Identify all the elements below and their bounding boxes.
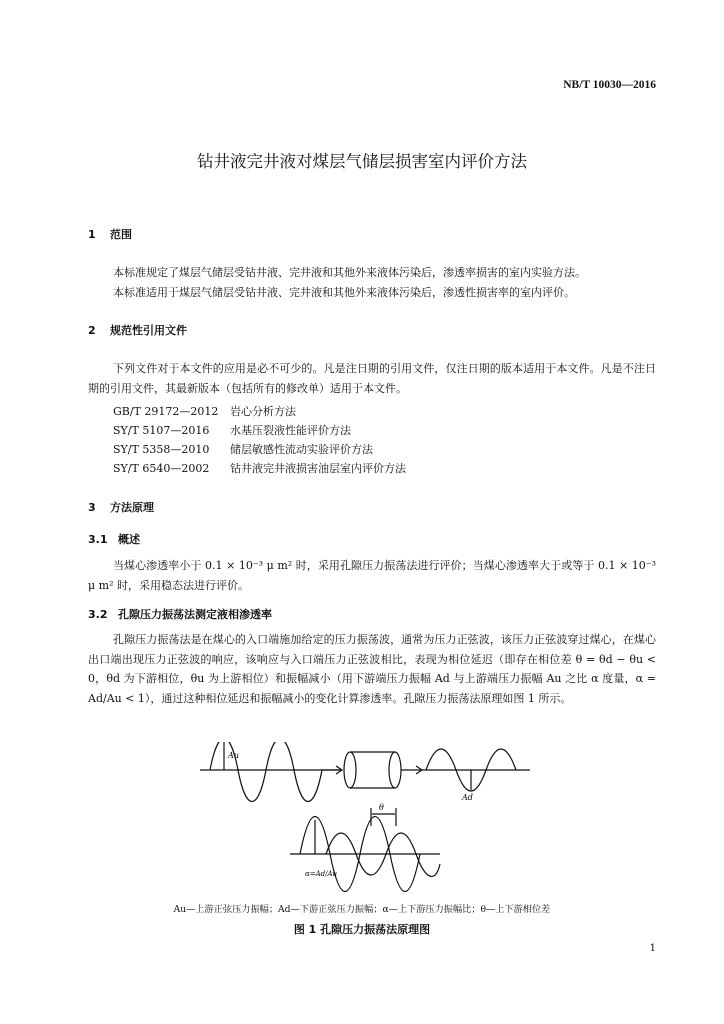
reference-name: 钻井液完井液损害油层室内评价方法 — [230, 462, 406, 475]
section-number: 3 — [88, 501, 96, 514]
standard-number: NB/T 10030—2016 — [563, 79, 656, 91]
reference-name: 岩心分析方法 — [230, 405, 296, 418]
reference-name: 储层敏感性流动实验评价方法 — [230, 443, 373, 456]
section-1-heading — [88, 226, 132, 242]
overlay-downstream-wave — [326, 833, 440, 876]
upstream-sine-wave — [210, 742, 322, 802]
label-theta: θ — [379, 803, 384, 812]
section-1-paragraph-2: 本标准适用于煤层气储层受钻井液、完井液和其他外来液体污染后，渗透性损害率的室内评价。 — [113, 286, 575, 299]
figure-legend: Au—上游正弦压力振幅；Ad—下游正弦压力振幅；α—上下游压力振幅比；θ—上下游相位差 — [173, 904, 551, 915]
page-number: 1 — [649, 943, 656, 954]
reference-name: 水基压裂液性能评价方法 — [230, 424, 351, 437]
reference-item — [113, 460, 406, 476]
reference-code: SY/T 6540—2002 — [113, 462, 210, 475]
section-number: 1 — [88, 228, 96, 241]
reference-item — [113, 422, 351, 438]
section-2-paragraph: 下列文件对于本文件的应用是必不可少的。凡是注日期的引用文件，仅注日期的版本适用于本文件。凡是不注日期的引用文件，其最新版本（包括所有的修改单）适用于本文件。 — [88, 362, 656, 395]
section-number: 3.1 — [88, 533, 108, 546]
section-title: 范围 — [110, 228, 132, 241]
document-title: 钻井液完井液对煤层气储层损害室内评价方法 — [197, 152, 527, 171]
section-number: 3.2 — [88, 608, 108, 621]
figure-1-diagram — [200, 742, 540, 892]
section-title: 规范性引用文件 — [110, 324, 187, 337]
section-title: 概述 — [118, 533, 140, 546]
label-alpha: α=Ad/Au — [305, 870, 338, 878]
section-3-heading — [88, 499, 154, 515]
reference-code: SY/T 5107—2016 — [113, 424, 210, 437]
label-ad: Ad — [462, 793, 473, 802]
section-2-heading — [88, 322, 187, 338]
section-1-paragraph-1: 本标准规定了煤层气储层受钻井液、完井液和其他外来液体污染后，渗透率损害的室内实验方法。 — [113, 266, 586, 279]
core-sample — [344, 752, 356, 788]
section-number: 2 — [88, 324, 96, 337]
section-3-2-heading — [88, 606, 272, 622]
section-3-1-heading — [88, 531, 140, 547]
label-au: Au — [228, 751, 239, 760]
section-title: 方法原理 — [110, 501, 154, 514]
section-3-1-paragraph: 当煤心渗透率小于 0.1 × 10⁻³ μ m² 时，采用孔隙压力振荡法进行评价；当煤心渗透率大于或等于 0.1 × 10⁻³ μ m² 时，采用稳态法进行评价。 — [88, 559, 656, 592]
reference-item — [113, 403, 296, 419]
figure-caption: 图 1 孔隙压力振荡法原理图 — [293, 923, 431, 936]
reference-code: SY/T 5358—2010 — [113, 443, 210, 456]
reference-code: GB/T 29172—2012 — [113, 405, 219, 418]
section-3-2-paragraph: 孔隙压力振荡法是在煤心的入口端施加给定的压力振荡波，通常为压力正弦波，该压力正弦波穿过煤心，在煤心出口端出现压力正弦波的响应，该响应与入口端压力正弦波相比，表现为相位延迟（即存在相位差 θ = θd − θu < 0，θd 为下游相位，θu 为上游相位）和振幅减小（用下游端压力振幅 Ad 与上游端压力振幅 Au 之比 α 度量，α = Ad/Au < 1），通过这种相位延迟和振幅减小的变化计算渗透率。孔隙压力振荡法原理如图 1 所示。 — [88, 633, 656, 705]
reference-item — [113, 441, 373, 457]
section-title: 孔隙压力振荡法测定液相渗透率 — [118, 608, 272, 621]
